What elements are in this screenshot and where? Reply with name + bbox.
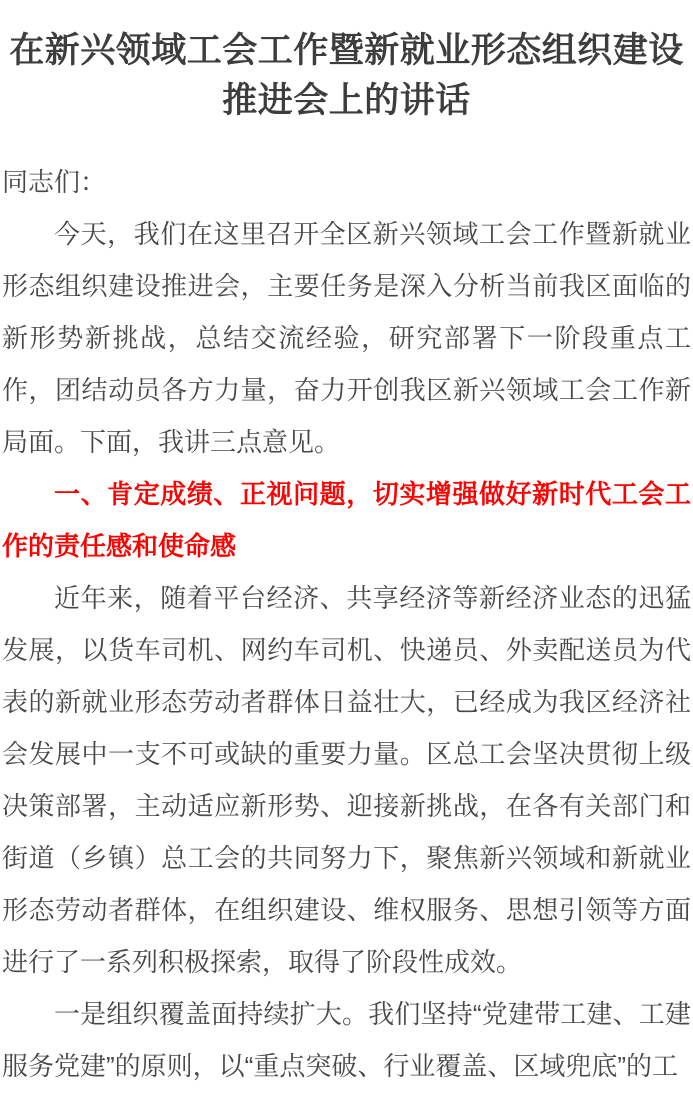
paragraph-point-1: 一是组织覆盖面持续扩大。我们坚持“党建带工建、工建服务党建”的原则，以“重点突破、行业覆盖、区域兜底”的工 — [2, 999, 691, 1081]
paragraph-salutation: 同志们： — [2, 167, 107, 197]
paragraph-section1-overview: 近年来，随着平台经济、共享经济等新经济业态的迅猛发展，以货车司机、网约车司机、快递员、外卖配送员为代表的新就业形态劳动者群体日益壮大，已经成为我区经济社会发展中一支不可或缺的重要力量。区总工会坚决贯彻上级决策部署，主动适应新形势、迎接新挑战，在各有关部门和街道（乡镇）总工会的共同努力下，聚焦新兴领域和新就业形态劳动者群体，在组织建设、维权服务、思想引领等方面进行了一系列积极探索，取得了阶段性成效。 — [2, 583, 691, 977]
document-title: 在新兴领域工会工作暨新就业形态组织建设推进会上的讲话 — [9, 31, 684, 120]
paragraph-intro: 今天，我们在这里召开全区新兴领域工会工作暨新就业形态组织建设推进会，主要任务是深入分析当前我区面临的新形势新挑战，总结交流经验，研究部署下一阶段重点工作，团结动员各方力量，奋力开创我区新兴领域工会工作新局面。下面，我讲三点意见。 — [2, 219, 691, 457]
section-heading-1: 一、肯定成绩、正视问题，切实增强做好新时代工会工作的责任感和使命感 — [2, 479, 691, 561]
speech-article — [0, 26, 693, 1092]
